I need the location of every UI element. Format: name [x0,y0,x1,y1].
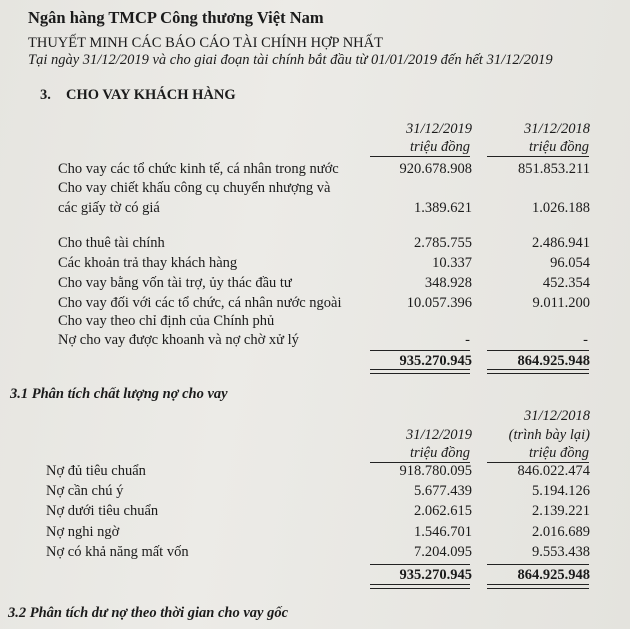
s3-row-2018: 2.486.941 [532,235,590,251]
section-3-number: 3. [40,87,51,103]
s3-subtotal-rule-2019 [370,350,470,351]
s3-col1-date: 31/12/2019 [405,121,472,137]
s3-row-2018: - [583,332,588,348]
s31-total-2018: 864.925.948 [517,567,590,583]
section-3-heading [40,87,236,104]
s3-col2-date: 31/12/2018 [523,121,590,137]
s3-total-double-rule-2018 [487,369,589,374]
s31-total-double-rule-2018 [487,584,589,589]
s31-col2-note: (trình bày lại) [508,427,590,443]
s31-row-2018: 846.022.474 [517,463,590,479]
s3-col2-unit: triệu đồng [487,139,589,157]
s3-row-2019: 348.928 [424,275,472,291]
section-3-title: CHO VAY KHÁCH HÀNG [66,87,236,103]
s31-total-double-rule-2019 [370,584,470,589]
report-title: THUYẾT MINH CÁC BÁO CÁO TÀI CHÍNH HỢP NHẤT [28,35,383,51]
s31-row-label: Nợ nghi ngờ [46,524,120,540]
s3-row-2018: 452.354 [542,275,590,291]
s3-row-2019: 920.678.908 [399,161,472,177]
s3-row-label: Nợ cho vay được khoanh và nợ chờ xử lý [58,332,299,348]
s3-row-label: Cho thuê tài chính [58,235,165,251]
s31-row-label: Nợ cần chú ý [46,483,124,499]
s31-row-label: Nợ dưới tiêu chuẩn [46,503,159,519]
section-3-2-title: 3.2 Phân tích dư nợ theo thời gian cho vay gốc [8,605,289,621]
s3-row-2019: 2.785.755 [414,235,472,251]
s31-row-2018: 9.553.438 [532,544,590,560]
s3-total-double-rule-2019 [370,369,470,374]
s3-row-label: các giấy tờ có giá [58,200,160,216]
section-3-1-title: 3.1 Phân tích chất lượng nợ cho vay [10,386,228,402]
s31-col1-date: 31/12/2019 [405,427,472,443]
bank-name: Ngân hàng TMCP Công thương Việt Nam [28,8,324,27]
s3-row-2019: 10.337 [432,255,472,271]
s31-row-2018: 2.139.221 [532,503,590,519]
s3-total-2018: 864.925.948 [517,353,590,369]
s3-row-label: Cho vay các tổ chức kinh tế, cá nhân trong nước [58,161,339,177]
s31-row-2018: 5.194.126 [532,483,590,499]
s31-subtotal-rule-2018 [487,564,589,565]
s3-row-label: Cho vay chiết khấu công cụ chuyển nhượng và [58,180,331,196]
s3-row-label: Các khoản trả thay khách hàng [58,255,238,271]
report-period: Tại ngày 31/12/2019 và cho giai đoạn tài chính bắt đầu từ 01/01/2019 đến hết 31/12/2019 [28,52,553,68]
s3-row-label: Cho vay đối với các tổ chức, cá nhân nước ngoài [58,295,342,311]
s3-row-label: Cho vay bằng vốn tài trợ, ủy thác đầu tư [58,275,292,291]
s3-total-2019: 935.270.945 [399,353,472,369]
s31-row-label: Nợ có khả năng mất vốn [46,544,189,560]
s3-row-2019: 1.389.621 [414,200,472,216]
s31-row-label: Nợ đủ tiêu chuẩn [46,463,146,479]
s3-row-label: Cho vay theo chỉ định của Chính phủ [58,313,275,329]
s31-col2-unit: triệu đồng [487,445,589,463]
s31-subtotal-rule-2019 [370,564,470,565]
s3-row-2018: 851.853.211 [518,161,590,177]
s3-col1-unit: triệu đồng [370,139,470,157]
s31-row-2019: 918.780.095 [399,463,472,479]
s3-row-2018: 1.026.188 [532,200,590,216]
s31-col1-unit: triệu đồng [370,445,470,463]
s31-total-2019: 935.270.945 [399,567,472,583]
s3-row-2019: - [465,332,470,348]
s3-row-2018: 9.011.200 [532,295,590,311]
s31-row-2019: 5.677.439 [414,483,472,499]
s31-col2-date: 31/12/2018 [523,408,590,424]
s31-row-2019: 7.204.095 [414,544,472,560]
s31-row-2018: 2.016.689 [532,524,590,540]
s3-row-2018: 96.054 [550,255,590,271]
s3-row-2019: 10.057.396 [406,295,472,311]
s31-row-2019: 2.062.615 [414,503,472,519]
s3-subtotal-rule-2018 [487,350,589,351]
s31-row-2019: 1.546.701 [414,524,472,540]
